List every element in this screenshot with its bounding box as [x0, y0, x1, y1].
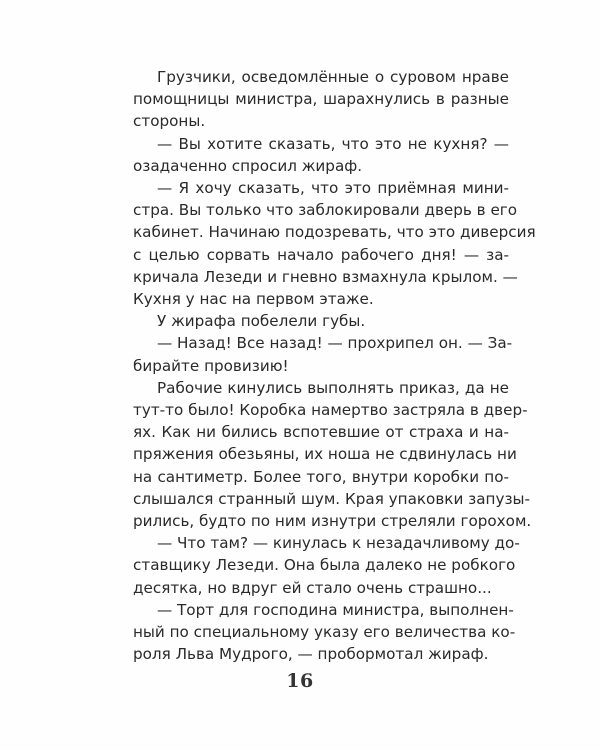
- text-line: Грузчики, осведомлённые о суровом нраве: [157, 68, 509, 86]
- paragraph: [133, 133, 509, 177]
- text-line: — Торт для господина министра, выполнен-: [157, 600, 514, 619]
- text-line: озадаченно спросил жираф.: [133, 156, 363, 175]
- paragraph: [133, 177, 536, 310]
- text-line: — Назад! Все назад! — прохрипел он. — За-: [157, 334, 513, 353]
- text-line: ях. Как ни бились вспотевшие от страха и на-: [133, 423, 509, 442]
- page-number: 16: [286, 670, 314, 692]
- text-line: стороны.: [133, 112, 206, 131]
- text-line: — Вы хотите сказать, что это не кухня? —: [157, 134, 509, 153]
- text-line: тут-то было! Коробка намертво застряла в двер-: [133, 401, 528, 420]
- text-line: помощницы министра, шарахнулись в разные: [133, 90, 509, 109]
- text-line: пряжения обезьяны, их ноша не сдвинулась ни: [133, 445, 517, 464]
- text-line: стра. Вы только что заблокировали дверь в его: [133, 201, 518, 220]
- text-line: с целью сорвать начало рабочего дня! — за-: [133, 245, 509, 264]
- text-line: на сантиметр. Более того, внутри коробки по-: [133, 467, 509, 486]
- text-line: ный по специальному указу его величества ко-: [133, 623, 516, 642]
- text-line: Кухня у нас на первом этаже.: [133, 290, 374, 309]
- text-line: кабинет. Начинаю подозревать, что это диверсия: [133, 223, 536, 242]
- paragraph: [133, 310, 509, 332]
- paragraph: [133, 66, 509, 133]
- text-line: — Я хочу сказать, что это приёмная мини-: [157, 179, 509, 198]
- paragraph: [133, 332, 513, 376]
- paragraph: [133, 599, 516, 666]
- text-line: бирайте провизию!: [133, 356, 289, 375]
- body-text: [133, 66, 536, 665]
- paragraph: [133, 377, 532, 532]
- text-line: кричала Лезеди и гневно взмахнула крылом. —: [133, 267, 518, 286]
- text-line: — Что там? — кинулась к незадачливому до-: [157, 534, 520, 553]
- text-line: Рабочие кинулись выполнять приказ, да не: [157, 378, 509, 397]
- text-line: У жирафа побелели губы.: [157, 312, 366, 331]
- paragraph: [133, 532, 520, 599]
- text-line: десятка, но вдруг ей стало очень страшно...: [133, 578, 492, 597]
- text-line: роля Льва Мудрого, — пробормотал жираф.: [133, 645, 489, 664]
- text-line: рились, будто по ним изнутри стреляли горохом.: [133, 512, 532, 531]
- text-line: слышался странный шум. Края упаковки запузы-: [133, 489, 531, 508]
- text-line: ставщику Лезеди. Она была далеко не робкого: [133, 556, 516, 575]
